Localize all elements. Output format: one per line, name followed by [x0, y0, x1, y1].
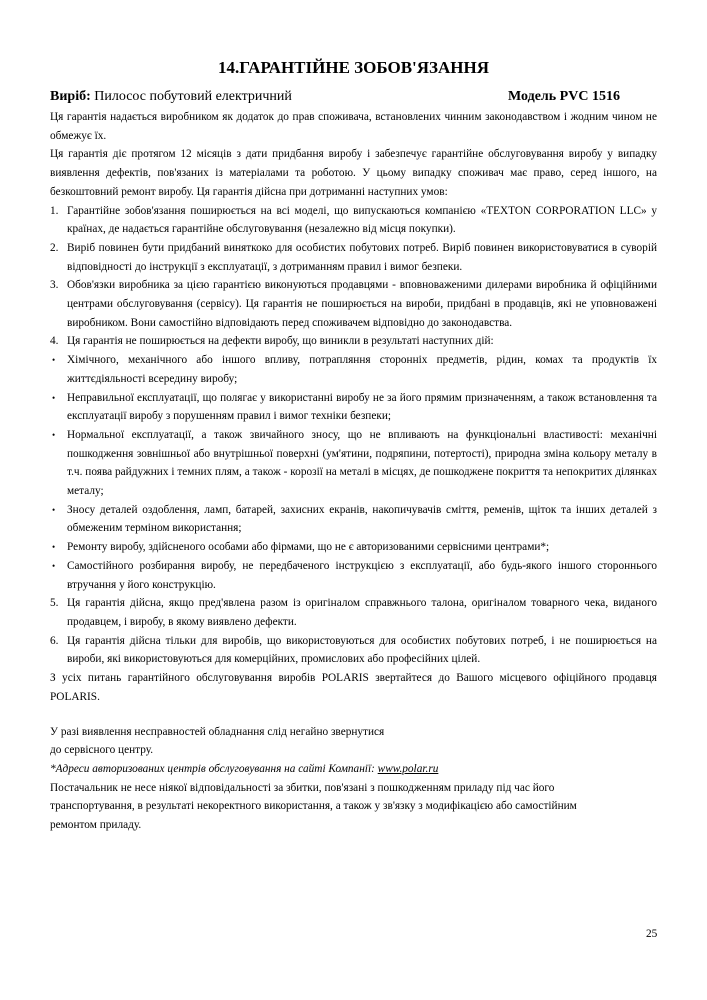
item-marker: 3.	[50, 279, 59, 292]
item-text: Неправильної експлуатації, що полягає у використанні виробу не за його прямим призначенням, а також встановлення та експлуатації виробу з порушенням правил і вимог техніки безпеки;	[67, 391, 657, 423]
defect-notice-line-1: У разі виявлення несправностей обладнання слід негайно звернутися	[50, 725, 385, 738]
item-text: Ця гарантія не поширюється на дефекти виробу, що виникли в результаті наступних дій:	[67, 335, 494, 348]
note-prefix: *Адреси авторизованих центрів обслуговування на сайті Компанії:	[50, 762, 378, 775]
page-title: 14.ГАРАНТІЙНЕ ЗОБОВ'ЯЗАННЯ	[217, 58, 490, 77]
exclusion-bullet-6	[50, 557, 657, 594]
model-label: Модель PVC 1516	[508, 89, 620, 104]
exclusion-bullet-1	[50, 351, 657, 388]
exclusion-bullet-4	[50, 501, 657, 538]
item-text: Нормальної експлуатації, а також звичайного зносу, що не впливають на функціональні властивості: механічні пошкодження зовнішньої або внутрішньої поверхні (ум'ятини, подряпини, потертості), природна зміна кольору металу в т.ч. поява райдужних і темних плям, а також - корозії на металі в місцях, де пошкоджене покриття та непокритих ділянках металу;	[67, 428, 657, 498]
item-marker: 1.	[50, 204, 59, 217]
bullet-icon: •	[52, 392, 56, 403]
condition-item-4	[50, 332, 657, 351]
intro-paragraph-2: Ця гарантія діє протягом 12 місяців з дати придбання виробу і забезпечує гарантійне обслуговування виробу у випадку виявлення дефектів, пов'язаних із матеріалами та роботою. У цьому випадку споживач має право, серед іншого, на безкоштовний ремонт виробу. Ця гарантія дійсна при дотриманні наступних умов:	[50, 148, 657, 198]
condition-item-5	[50, 594, 657, 631]
warranty-body	[50, 108, 657, 835]
page-number: 25	[646, 928, 658, 940]
bullet-icon: •	[52, 542, 56, 553]
exclusion-bullet-5	[50, 538, 657, 557]
item-marker: 2.	[50, 241, 59, 254]
condition-item-6	[50, 632, 657, 669]
bullet-icon: •	[52, 355, 56, 366]
item-text: Обов'язки виробника за цією гарантією виконуються продавцями - вповноваженими дилерами виробника й офіційними центрами обслуговування (сервісу). Ця гарантія не поширюється на вироби, придбані в продавців, які не уповноважені виробником. Вони самостійно відповідають перед споживачем відповідно до законодавства.	[67, 279, 657, 329]
supplier-disclaimer-line-2: транспортування, в результаті некоректного використання, а також у зв'язку з модифікацією або самостійним	[50, 800, 577, 813]
condition-item-1	[50, 202, 657, 239]
website-link[interactable]: www.polar.ru	[377, 762, 439, 775]
supplier-disclaimer-line-1: Постачальник не несе ніякої відповідальності за збитки, пов'язані з пошкодженням приладу під час його	[50, 781, 555, 794]
item-text: Самостійного розбирання виробу, не передбаченого інструкцією з експлуатації, або будь-якого іншого стороннього втручання у його конструкцію.	[67, 559, 657, 591]
bullet-icon: •	[52, 504, 56, 515]
supplier-disclaimer-line-3: ремонтом приладу.	[50, 819, 142, 832]
condition-item-2	[50, 239, 657, 276]
item-text: Хімічного, механічного або іншого впливу, потрапляння сторонніх предметів, рідин, комах та продуктів їх життєдіяльності всередину виробу;	[67, 354, 657, 385]
exclusion-bullet-2	[50, 389, 657, 426]
item-text: Ремонту виробу, здійсненого особами або фірмами, що не є авторизованими сервісними центрами*;	[67, 541, 550, 554]
service-centers-note	[50, 760, 657, 779]
product-name: Пилосос побутовий електричний	[94, 89, 292, 104]
item-marker: 6.	[50, 634, 59, 647]
item-marker: 5.	[50, 597, 59, 610]
item-text: Зносу деталей оздоблення, ламп, батарей, захисних екранів, накопичувачів сміття, ременів, щіток та інших деталей з обмеженим терміном використання;	[67, 503, 657, 535]
bullet-icon: •	[52, 560, 56, 571]
item-text: Гарантійне зобов'язання поширюється на всі моделі, що випускаються компанією «TEXTON CORPORATION LLC» у країнах, де надається гарантійне обслуговування (незалежно від місця покупки).	[67, 204, 657, 236]
item-text: Виріб повинен бути придбаний виняткоко для особистих побутових потреб. Виріб повинен використовуватися в суворій відповідності до інструкції з експлуатації, з дотриманням правил і вимог безпеки.	[67, 241, 657, 273]
defect-notice-line-2: до сервісного центру.	[50, 744, 154, 757]
item-text: Ця гарантія дійсна, якщо пред'явлена разом із оригіналом справжнього талона, оригіналом товарного чека, виданого продавцем, і виробу, в якому виявлено дефекти.	[67, 597, 657, 628]
exclusion-bullet-3	[50, 426, 657, 501]
item-text: Ця гарантія дійсна тільки для виробів, що використовуються для особистих побутових потреб, і не поширюється на вироби, які використовуються для комерційних, промислових або професійних цілей.	[67, 634, 657, 666]
bullet-icon: •	[52, 429, 56, 440]
spacer	[50, 707, 657, 723]
item-marker: 4.	[50, 335, 59, 348]
product-line	[50, 89, 292, 105]
intro-paragraph-1: Ця гарантія надається виробником як додаток до прав споживача, встановлених чинним законодавством і жодним чином не обмежує їх.	[50, 111, 657, 142]
condition-item-3	[50, 276, 657, 332]
closing-paragraph: З усіх питань гарантійного обслуговування виробів POLARIS звертайтеся до Вашого місцевого офіційного продавця POLARIS.	[50, 672, 657, 703]
product-label: Виріб:	[50, 89, 91, 104]
